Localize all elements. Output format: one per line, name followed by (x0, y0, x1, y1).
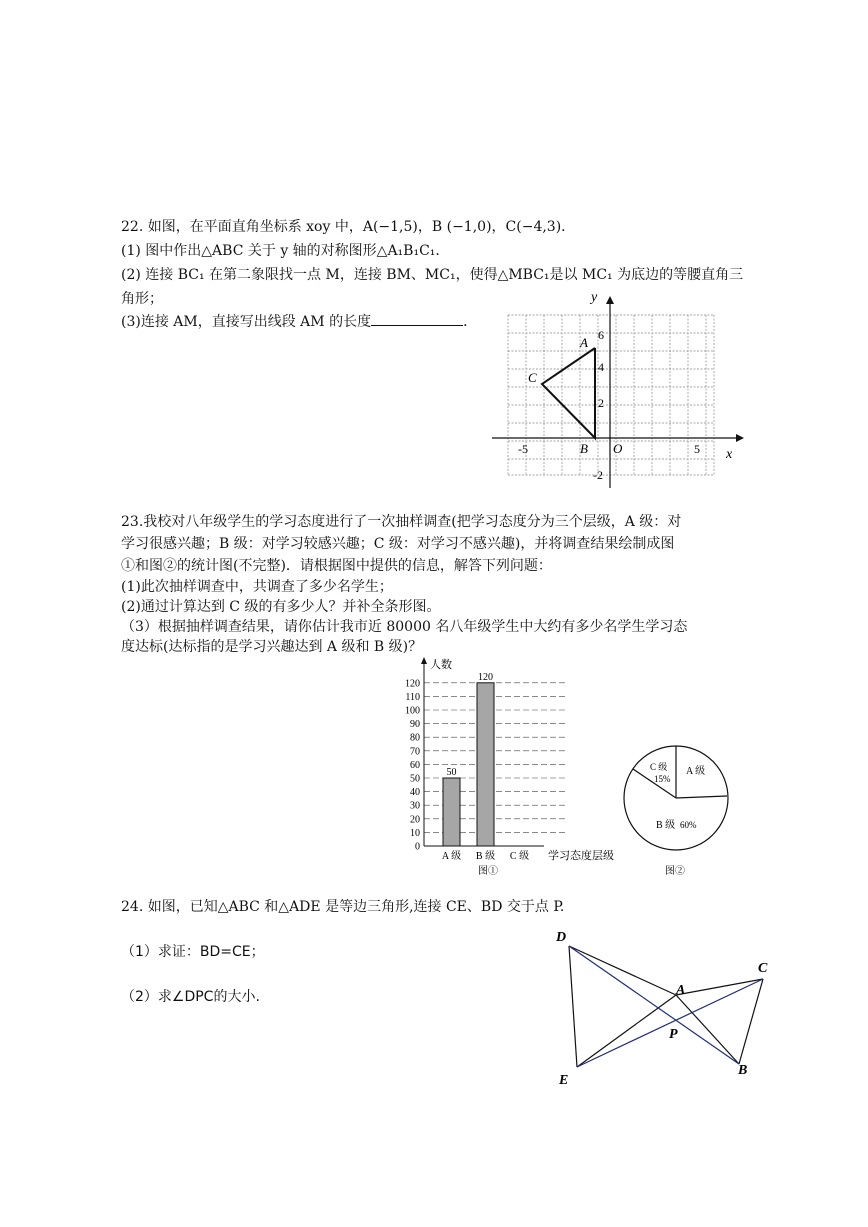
tick-neg5: -5 (518, 442, 528, 456)
tick-4: 4 (598, 360, 604, 374)
y-axis-label: y (591, 290, 598, 305)
bar-chart (386, 652, 626, 880)
point-b-label: B (580, 441, 588, 456)
point-e-label: E (559, 1073, 569, 1088)
q23-line-2: 学习很感兴趣；B 级：对学习较感兴趣；C 级：对学习不感兴趣)，并将调查结果绘制成图 (121, 536, 675, 552)
pie-slice-b-label: B 级 (656, 820, 676, 831)
bar-y-tick-label: 50 (410, 773, 420, 785)
bar-y-tick-label: 110 (405, 691, 420, 703)
q22-line-2: (1) 图中作出△ABC 关于 y 轴的对称图形△A₁B₁C₁． (121, 243, 450, 259)
pie-slice-b-percent: 60% (680, 820, 697, 830)
q24-line-1: 24. 如图，已知△ABC 和△ADE 是等边三角形,连接 CE、BD 交于点 P. (121, 899, 565, 915)
point-p-label: P (669, 1027, 678, 1042)
pie-slice-a-label: A 级 (686, 766, 706, 777)
grid-lines (508, 315, 714, 475)
tick-6: 6 (598, 328, 604, 342)
q24-line-2: （1）求证：BD=CE； (121, 944, 265, 960)
point-d-label: D (556, 930, 567, 945)
triangle-abc (542, 348, 595, 438)
coordinate-grid-figure (488, 290, 748, 490)
x-axis-label: x (726, 447, 733, 462)
bar-y-axis-arrow (421, 657, 427, 664)
bar-1 (477, 683, 494, 846)
bar-y-tick-label: 100 (405, 705, 420, 717)
segment-d-e (569, 946, 577, 1067)
bar-category-label: A 级 (441, 851, 462, 862)
bar-y-tick-label: 70 (410, 746, 420, 758)
bar-y-tick-label: 90 (410, 719, 420, 731)
point-a-label-q24: A (676, 983, 686, 998)
point-a-label: A (580, 335, 588, 350)
segment-c-b (739, 979, 763, 1064)
x-axis-arrow (736, 434, 744, 442)
segment-a-e (577, 995, 676, 1067)
bar-y-tick-label: 40 (410, 787, 420, 799)
q23-line-7: 度达标(达标指的是学习兴趣达到 A 级和 B 级)？ (121, 639, 423, 655)
answer-blank (371, 313, 463, 326)
bar-y-tick-label: 10 (410, 827, 420, 839)
bar-category-label: C 级 (509, 851, 530, 862)
fig2-caption: 图② (665, 866, 685, 877)
tick-2: 2 (598, 396, 604, 410)
pie-chart (620, 742, 730, 882)
q22-line-5-end: ． (463, 314, 478, 330)
q23-line-6: （3）根据抽样调查结果，请你估计我市近 80000 名八年级学生中大约有多少名学生学习态 (121, 619, 688, 635)
bar-y-tick-label: 80 (410, 732, 420, 744)
y-axis-arrow (606, 296, 614, 304)
bar-category-label: B 级 (475, 851, 496, 862)
tick-neg2: -2 (593, 468, 603, 482)
bar-y-label: 人数 (430, 659, 452, 671)
q23-line-3: ①和图②的统计图(不完整)．请根据图中提供的信息，解答下列问题： (121, 558, 552, 574)
q23-line-4: (1)此次抽样调查中，共调查了多少名学生； (121, 579, 393, 595)
bar-x-label: 学习态度层级 (548, 850, 614, 862)
q22-line-1: 22. 如图，在平面直角坐标系 xoy 中，A(−1,5)，B (−1,0)，C(−4,3)． (121, 219, 576, 235)
bar-y-tick-label: 30 (410, 800, 420, 812)
point-b-label-q24: B (738, 1063, 748, 1078)
q22-line-4: 角形； (121, 291, 163, 307)
pie-slice-c-label: C 级 (650, 762, 668, 772)
q23-line-1: 23.我校对八年级学生的学习态度进行了一次抽样调查(把学习态度分为三个层级，A 级：对 (121, 514, 682, 530)
origin-label: O (613, 441, 623, 456)
q22-line-5-text: (3)连接 AM，直接写出线段 AM 的长度 (121, 314, 372, 330)
q22-line-3: (2) 连接 BC₁ 在第二象限找一点 M，连接 BM、MC₁，使得△MBC₁是以 MC₁ 为底边的等腰直角三 (121, 267, 744, 283)
bar-0 (443, 778, 460, 846)
bar-data-label: 50 (446, 767, 457, 778)
bar-y-tick-label: 20 (410, 814, 420, 826)
q22-line-5 (121, 313, 477, 331)
bar-y-tick-label: 120 (405, 678, 420, 690)
segment-d-a (569, 946, 676, 995)
pie-slice-c-percent: 15% (654, 774, 671, 784)
fig1-caption: 图① (478, 866, 498, 877)
q23-line-5: (2)通过计算达到 C 级的有多少人？并补全条形图。 (121, 599, 441, 615)
bar-y-tick-label: 0 (415, 841, 420, 853)
bar-y-tick-label: 60 (410, 759, 420, 771)
segment-b-d (569, 946, 739, 1064)
point-c-label: C (528, 370, 537, 385)
q24-line-3: （2）求∠DPC的大小. (121, 989, 260, 1005)
bar-data-label: 120 (478, 671, 493, 683)
triangle-figure (548, 922, 788, 1097)
tick-5: 5 (694, 442, 700, 456)
point-c-label-q24: C (758, 961, 768, 976)
segment-a-c (676, 979, 763, 995)
